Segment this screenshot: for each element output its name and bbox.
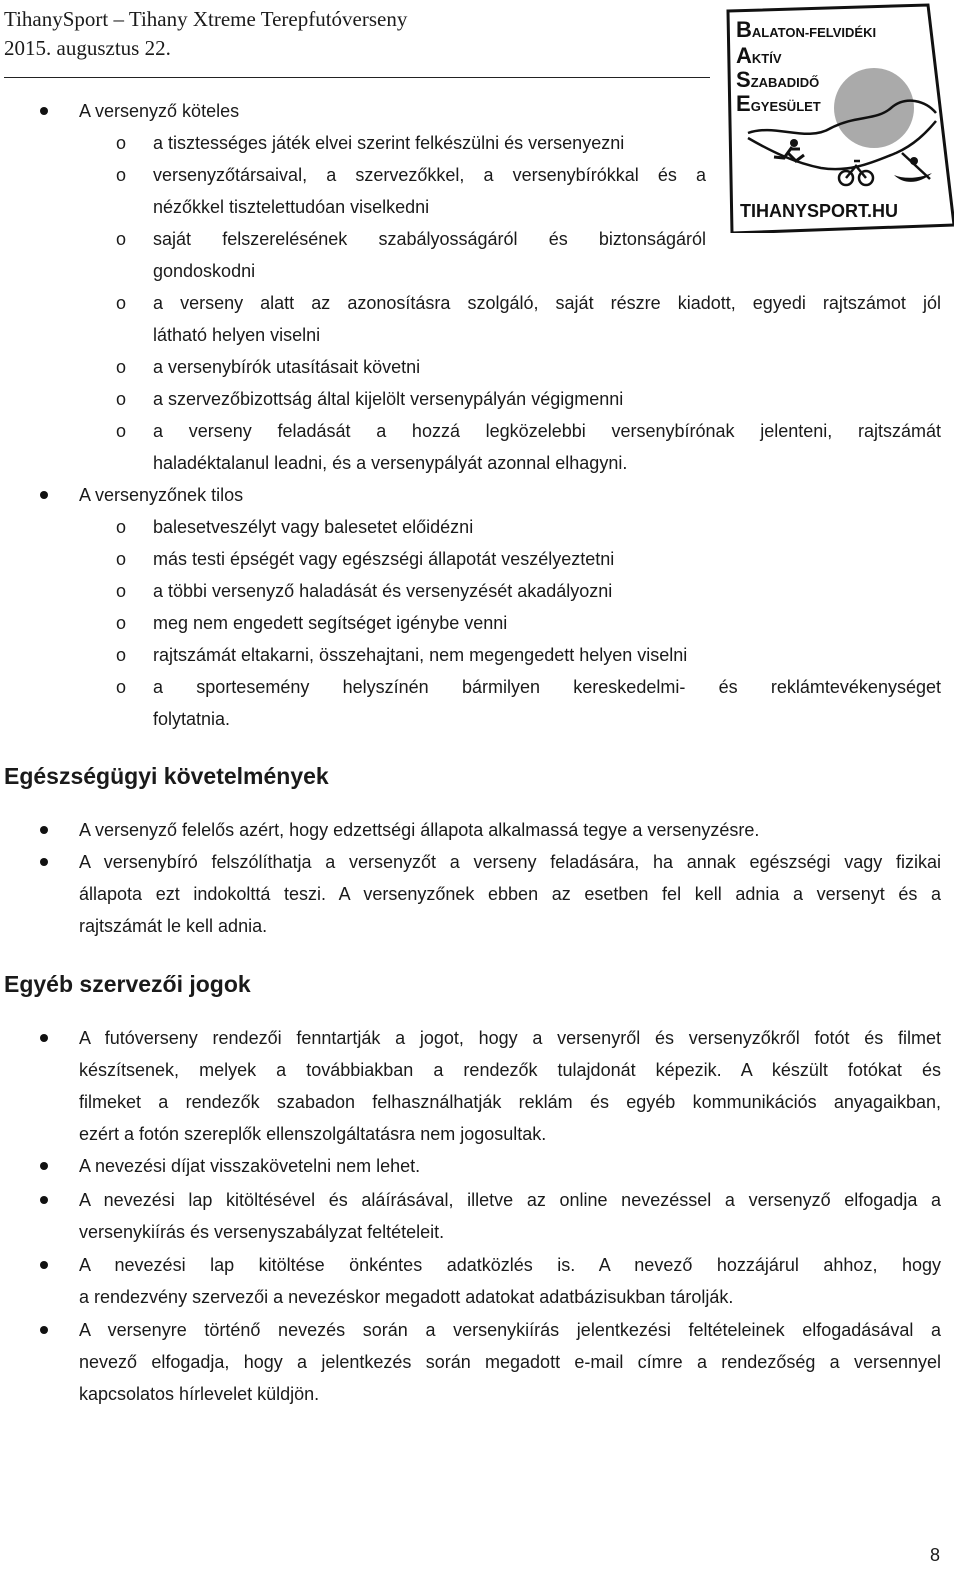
logo-url: TIHANYSPORT.HU xyxy=(740,201,899,221)
list-item: a tisztességes játék elvei szerint felkészülni és versenyezni xyxy=(153,133,625,153)
sub-bullet-icon: o xyxy=(116,293,127,313)
list-item: A nevezési lap kitöltésével és aláírásával, illetve az online nevezéssel a versenyző elfogadja a xyxy=(79,1190,941,1210)
list-item: A versenybíró felszólíthatja a versenyzőt a verseny feladására, ha annak egészségi vagy fizikai xyxy=(79,852,941,872)
logo-cap-b: B xyxy=(736,17,752,42)
list-item: a versenybírók utasításait követni xyxy=(153,357,421,377)
logo-line3: ZABADIDŐ xyxy=(750,75,820,90)
sub-bullet-icon: o xyxy=(116,645,127,665)
sub-bullet-icon: o xyxy=(116,229,127,249)
header-title: TihanySport – Tihany Xtreme Terepfutóverseny xyxy=(4,7,408,31)
list-item-lead: A versenyző köteles xyxy=(79,101,240,121)
bullet-icon xyxy=(40,858,48,866)
logo-line4: GYESÜLET xyxy=(750,99,821,114)
list-item: saját felszerelésének szabályosságáról és biztonságáról xyxy=(153,229,706,249)
list-item: a többi versenyző haladását és versenyzését akadályozni xyxy=(153,581,613,601)
sub-bullet-icon: o xyxy=(116,549,127,569)
logo-line1: ALATON-FELVIDÉKI xyxy=(751,25,877,40)
list-item-continuation: a rendezvény szervezői a nevezéskor megadott adatokat adatbázisukban tárolják. xyxy=(79,1287,734,1307)
list-item-continuation: ezért a fotón szereplők ellenszolgáltatásra nem jogosultak. xyxy=(79,1124,547,1144)
bullet-icon xyxy=(40,1196,48,1204)
list-item-continuation: folytatnia. xyxy=(153,709,231,729)
list-item: versenyzőtársaival, a szervezőkkel, a versenybírókkal és a xyxy=(153,165,706,185)
list-item: a sportesemény helyszínén bármilyen kereskedelmi- és reklámtevékenységet xyxy=(153,677,941,697)
list-item: a verseny alatt az azonosításra szolgáló, saját részre kiadott, egyedi rajtszámot jól xyxy=(153,293,941,313)
list-item: balesetveszélyt vagy balesetet előidézni xyxy=(153,517,474,537)
sub-bullet-icon: o xyxy=(116,165,127,185)
header-divider xyxy=(4,77,710,78)
logo-line2: KTÍV xyxy=(751,51,782,66)
page-number: 8 xyxy=(929,1545,940,1565)
list-item-continuation: nézőkkel tisztelettudóan viselkedni xyxy=(153,197,430,217)
logo-cap-s: S xyxy=(736,67,751,92)
sub-bullet-icon: o xyxy=(116,517,127,537)
bullet-icon xyxy=(40,1034,48,1042)
sub-bullet-icon: o xyxy=(116,389,127,409)
bullet-icon xyxy=(40,826,48,834)
list-item: a verseny feladását a hozzá legközelebbi versenybírónak jelenteni, rajtszámát xyxy=(153,421,941,441)
list-item-continuation: gondoskodni xyxy=(153,261,256,281)
list-item-continuation: állapota ezt indokolttá teszi. A versenyzőnek ebben az esetben fel kell adnia a versenyt és a xyxy=(79,884,941,904)
section-heading-organizer-rights: Egyéb szervezői jogok xyxy=(4,971,251,997)
list-item: A futóverseny rendezői fenntartják a jogot, hogy a versenyről és versenyzőkről fotót és filmet xyxy=(79,1028,941,1048)
sub-bullet-icon: o xyxy=(116,677,127,697)
logo-cap-e: E xyxy=(736,91,751,116)
sub-bullet-icon: o xyxy=(116,421,127,441)
bullet-icon xyxy=(40,1261,48,1269)
list-item-continuation: filmeket a rendezők szabadon felhasználhatják reklám és egyéb kommunikációs anyagaikban, xyxy=(79,1092,941,1112)
list-item-continuation: haladéktalanul leadni, és a versenypályát azonnal elhagyni. xyxy=(153,453,628,473)
document-header xyxy=(4,5,407,63)
list-item-continuation: látható helyen viselni xyxy=(153,325,321,345)
sub-bullet-icon: o xyxy=(116,613,127,633)
bullet-icon xyxy=(40,107,48,115)
logo-cap-a: A xyxy=(736,43,752,68)
list-item: a szervezőbizottság által kijelölt versenypályán végigmenni xyxy=(153,389,624,409)
section-heading-health: Egészségügyi követelmények xyxy=(4,763,329,789)
header-date: 2015. augusztus 22. xyxy=(4,36,171,60)
list-item: meg nem engedett segítséget igénybe venni xyxy=(153,613,508,633)
list-item: A nevezési lap kitöltése önkéntes adatközlés is. A nevező hozzájárul ahhoz, hogy xyxy=(79,1255,941,1275)
list-item: A versenyre történő nevezés során a versenykiírás jelentkezési feltételeinek elfogadásával a xyxy=(79,1320,941,1340)
list-item-continuation: kapcsolatos hírlevelet küldjön. xyxy=(79,1384,320,1404)
organization-logo xyxy=(726,3,954,233)
list-item-continuation: nevező elfogadja, hogy a jelentkezés során megadott e-mail címre a rendezőség a versennyel xyxy=(79,1352,941,1372)
sub-bullet-icon: o xyxy=(116,133,127,153)
bullet-icon xyxy=(40,1326,48,1334)
sub-bullet-icon: o xyxy=(116,357,127,377)
list-item-continuation: készítsenek, melyek a továbbiakban a rendezők tulajdonát képezik. A készült fotókat és xyxy=(79,1060,941,1080)
bullet-icon xyxy=(40,491,48,499)
list-item-lead: A versenyzőnek tilos xyxy=(79,485,244,505)
list-item: rajtszámát eltakarni, összehajtani, nem megengedett helyen viselni xyxy=(153,645,688,665)
list-item: más testi épségét vagy egészségi állapotát veszélyeztetni xyxy=(153,549,615,569)
list-item: A versenyző felelős azért, hogy edzettségi állapota alkalmassá tegye a versenyzésre. xyxy=(79,820,760,840)
bullet-icon xyxy=(40,1162,48,1170)
list-item: A nevezési díjat visszakövetelni nem lehet. xyxy=(79,1156,421,1176)
list-item-continuation: versenykiírás és versenyszabályzat feltételeit. xyxy=(79,1222,445,1242)
sub-bullet-icon: o xyxy=(116,581,127,601)
list-item-continuation: rajtszámát le kell adnia. xyxy=(79,916,268,936)
